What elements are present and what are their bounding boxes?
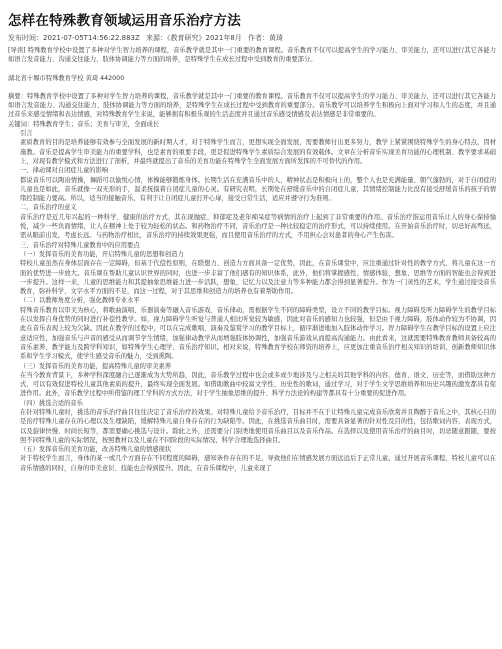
article-body <box>8 46 496 473</box>
paragraph: （二）以教师角度分析，强化教师专业水平 <box>20 297 140 305</box>
paragraph: 二、音乐治疗的意义 <box>20 204 77 212</box>
paragraph: （三）发挥音乐的美育功能，提高特殊儿童的审美素养 <box>20 362 172 370</box>
paragraph: 在针对特殊儿童时，挑选的音乐治疗曲目往往决定了音乐治疗的效果。对特殊儿童给予音乐治疗，目标并不在于让特殊儿童完成音乐欣赏并且陶醉于音乐之中，其核心目的是治疗特殊儿童存在的心理以及生理缺陷，缓解特殊儿童自身存在的行为缺陷等。因此，在挑选音乐曲目时，需要具备显著的针对性及目的性，包括歌词内容、表现方式，以及旋律快慢、时间长短等，都需要确心挑选与设计。除此之外，还需要分门别类地使用音乐曲目以及音乐作品。在选择以及使用音乐治疗的曲目时，切忌随意跟随，要按照不同特殊儿童的实际情况，按照教材以及儿童在不同阶段的实际情况，科学合理地选择曲目。 <box>20 408 496 444</box>
abstract: 摘要：特殊教育学校中设置了多种对学生智力培养的课程，音乐教学就是其中一门重要的教育课程。音乐教育不仅可以提高学生的学习能力、审美能力，还可以进行其它各能力如语言发音能力、沟通交往能力、肢体协调能力等方面的培养，是特殊学生在成长过程中受到教育的重要部分。音乐教学可以培养学生积极向上面对学习和人生的态度，并且通过音乐来感受情绪和表达情感，对特殊教育学生来说，能够拥有积极乐观的生活态度并且通过音乐感受情感及表达情感是非常重要的。 <box>8 92 496 119</box>
article-title: 怎样在特殊教育领域运用音乐治疗方法 <box>8 13 241 29</box>
publish-time: 发布时间：2021-07-05T14:56:22.883Z <box>8 34 140 42</box>
abstract-lead: [导读] 特殊教育学校中设置了多种对学生智力培养的课程，音乐教学就是其中一门重要的教育课程。音乐教育不仅可以提高学生的学习能力、审美能力，还可以进行其它各能力如语言发音能力、沟通交往能力、肢体协调能力等方面的培养，是特殊学生在成长过程中受到教育的重要部分。 <box>8 47 496 64</box>
paragraph: 对于特校学生而言，身体的某一或几个方面存在不同程度的障碍，感知条件存在的不足，导致他们在情感发展方面远远后于正常儿童。通过开展音乐课程，特校儿童可以在音乐情感的同时，自身的审美意识、技能也会得到提升。因此，在音乐课程中，儿童来现了 <box>20 455 496 472</box>
paragraph: 特殊音乐教育以审美为核心，将歌曲演唱、乐器演奏等融入音乐游戏、音乐律动，需根据学生不同的障碍类型，设立不同的教学目标。视力障碍及听力障碍学生的教学目标在以发挥自身优势的同时进行补偿性教学。如，视力障碍学生听觉与普通人相比听觉较为敏感，因此对音乐的感知力也较强，但是由于视力障碍，肢体动作较为不协调，因此在音乐表现上较为欠缺。因此在教学的过程中，可以在完成歌唱、演奏及鉴赏学习的教学目标上，循序渐进地加入肢体动作学习。智力障碍学生在教学目标的设置上应注意适应性，加强音乐与声音的感受从而调节学生情绪，加强律动教学从而增强肢体协调性，加强音乐游戏从而提高沟通能力。由此看来，这就需要特殊教育教师具备较高的音乐素养、教学能力及跨学科知识，如特殊学生心理学、音乐治疗知识。相对来说，特殊教育学校在师资的培养上，应更加注重音乐治疗相关知识的培训，创新教师知识体系和学生学习模式，使学生感受音乐的魅力，受到熏陶。 <box>20 306 496 361</box>
paragraph: （一）发挥音乐的美育功能，开启特殊儿童的思想和创造力 <box>20 250 184 258</box>
paragraph: 素质教育的目的是培养能够有效参与全面发展的新时期人才，对于特殊学生而言，更想实现全面发展，需要教师付出更多努力，教学上紧紧围绕特殊学生的身心特点，因材施教。音乐是提高学生审美能力的重要学科，也是素育的重要手段，更是促进特殊学生素质综合发展的有效载体。文章在分析音乐实现美育功能的心理机制、教学要求基础上，对现有教学模式和方法进行了剖析，并最终就提出了音乐的美育功能在特殊学生全面发展方面所发挥的不可替代的作用。 <box>20 139 496 165</box>
paragraph: 引言 <box>20 130 33 138</box>
author: 作者：黄琦 <box>248 34 284 42</box>
paragraph: 一、律动课对自闭症儿童的影响 <box>20 167 109 175</box>
article-meta <box>8 33 287 43</box>
source: 来源：《教育研究》2021年8月 <box>146 34 242 42</box>
paragraph-list <box>8 129 496 473</box>
paragraph: 特校儿童虽然在身体层面存在一定障碍，但基于代偿性原则，在联想力、创造力方面具备一定优势，因此，在音乐课堂中，应注重通过针对性的教学方式，将儿童在这一方面的优势进一步放大。音乐课在帮助儿童认识世界的同时，也进一步丰富了他们感有的知识体系，此外，他们将掌握感性、情感体验、想象、思维等方面的智能也会得到进一步提升。这样一来，儿童的思维能力和其提抽象思维能力进一步活跃，想象、记忆力以及注意力等多种能力都会得到显著提升。作为一门灵性的艺术，学生通过接受音乐教育，弥补科学、文字水平方面的不足，而这一过程，对于其思维和创造力的培养也有着帮助作用。 <box>20 260 496 296</box>
paragraph: （五）发挥音乐的美育功能，改善特殊儿童的情感现状 <box>20 446 172 454</box>
paragraph: （四）挑选合适的音乐 <box>20 399 83 407</box>
keywords: 关键词：特殊教育学生；音乐；美育与审美，全面成长 <box>8 120 160 128</box>
paragraph: 在当今教育背景下，多种学科深度融合已逐渐成为大势所趋，因此，音乐教学过程中也会或多或少地涉及与之相关的其他学科的内容，德育、语文、历史等，而借助这种方式，可以有效促进特校儿童其他素质的提升，最终实现全面发展。如借助歌曲中较富文学性、历史性的歌词，通过学习，对于学生文学思维培养和历史兴趣的激发都具有促进作用。此外，音乐教学过程中所借鉴的理工学科的方式方法，对于学生抽象思维的提升、科学方法论的构建等都具有十分重要的促进作用。 <box>20 371 496 398</box>
paragraph: 音乐治疗是近几年兴起的一种科学、健康的治疗方式，其在现抛症、抑郁症及老年痴呆症等病情的治疗上起到了非常重要的作用。音乐治疗指运用音乐让人的身心保持愉悦，减少一些负面情绪，让人在精神上处于较为轻松的状态。和药物治疗不同，音乐治疗是一种比较稳定的治疗形式，可以持续使用。在开始音乐治疗时，切忌好高骛远，需从眼前出发，考虑长远。与药物治疗相比，音乐治疗的持续效果更强，而且使用音乐治疗的方式，不用担心会对患者的身心产生伤害。 <box>20 213 496 240</box>
paragraph: 都说音乐可以陶冶情操，舞蹈可以愉悦心情，体操能够锻炼身体。长期生活在充满音乐中的人，精神状态是积极向上的，整个人也是充满能量、朝气蓬勃的，对于自闭症的儿童也是如此，音乐就像一双无形的手，温柔抚摸着自闭症儿童的心灵。有研究表明，长期处在舒缓音乐中的自闭症儿童，其情绪控制能力比没有接受舒缓音乐的孩子的情绪控制能力要高。所以，适当的接触音乐，有利于让自闭症儿童打开心扉，接受日常生活，适应并遵守行为准则。 <box>20 176 496 203</box>
paragraph: 三、音乐治疗对特殊儿童教育中的应用要点 <box>20 241 140 249</box>
affiliation: 湖北省十堰市特殊教育学校 黄琦 442000 <box>8 74 125 82</box>
